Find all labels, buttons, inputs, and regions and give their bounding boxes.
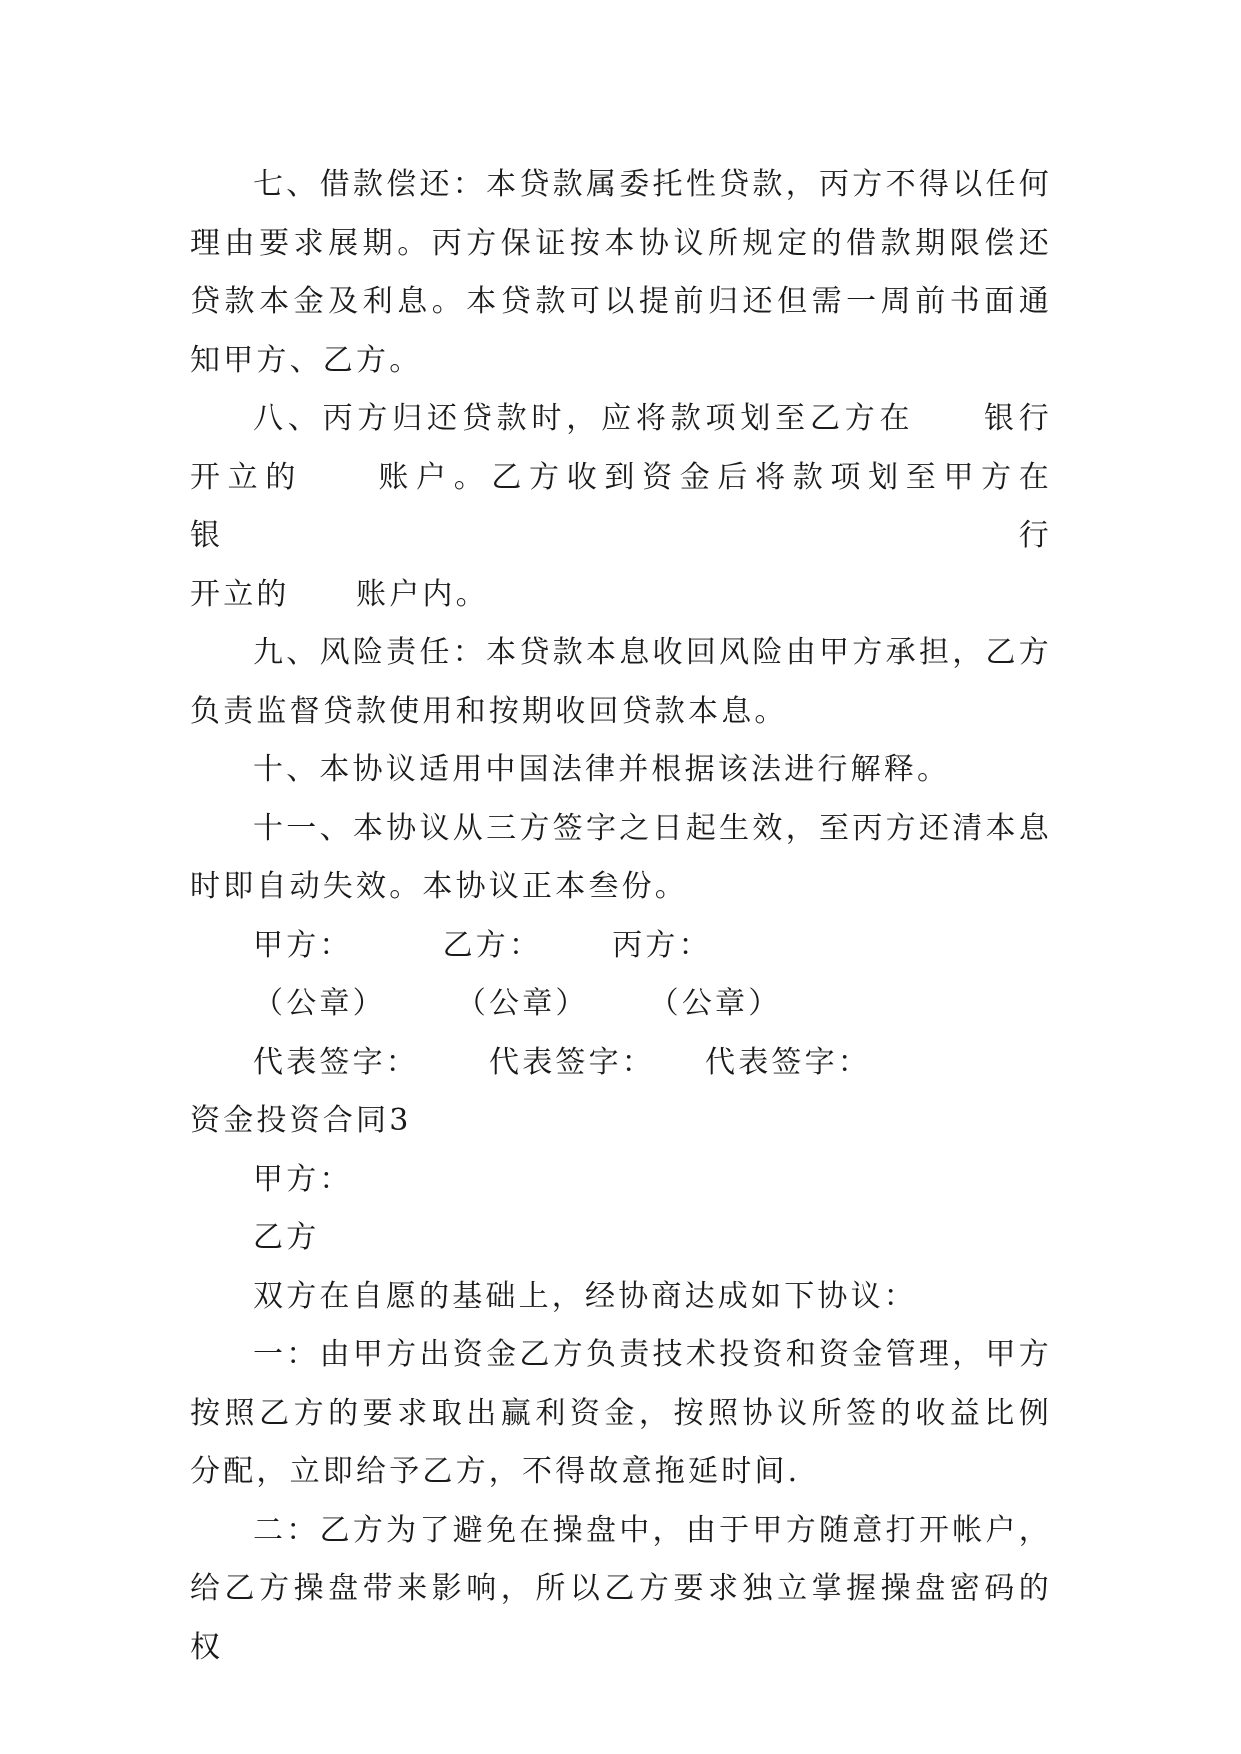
clause-7-loan-repayment: 七、借款偿还：本贷款属委托性贷款，丙方不得以任何理由要求展期。丙方保证按本协议所规定的借款期限偿还贷款本金及利息。本贷款可以提前归还但需一周前书面通知甲方、乙方。 [190,167,1052,378]
contract-3-clause-2: 二：乙方为了避免在操盘中，由于甲方随意打开帐户，给乙方操盘带来影响，所以乙方要求独立掌握操盘密码的权 [190,1512,1052,1665]
seal-a-label: （公章） [253,986,386,1021]
contract-3-clause-1: 一：由甲方出资金乙方负责技术投资和资金管理，甲方按照乙方的要求取出赢利资金，按照协议所签的收益比例分配，立即给予乙方，不得故意拖延时间. [190,1337,1052,1489]
party-c-label: 丙方： [612,927,712,963]
rep-a-label: 代表签字： [253,1044,419,1080]
document-body [190,156,1119,1677]
clause-11-effective: 十一、本协议从三方签字之日起生效，至丙方还清本息时即自动失效。本协议正本叁份。 [190,810,1052,904]
clause-9-risk: 九、风险责任：本贷款本息收回风险由甲方承担，乙方负责监督贷款使用和按期收回贷款本息。 [190,635,1052,729]
signature-seal-row [190,975,1052,1034]
contract-3-party-a: 甲方： [253,1161,353,1197]
seal-b-label: （公章） [455,986,589,1021]
seal-c-label: （公章） [648,986,782,1021]
party-a-label: 甲方： [253,927,353,963]
rep-b-label: 代表签字： [489,1044,655,1080]
clause-10-law: 十、本协议适用中国法律并根据该法进行解释。 [253,752,951,787]
signature-rep-row [190,1034,1052,1093]
contract-3-title: 资金投资合同3 [190,1103,412,1138]
clause-8-line-1: 八、丙方归还贷款时，应将款项划至乙方在 银行 [253,401,1052,436]
rep-c-label: 代表签字： [705,1044,871,1080]
party-b-label: 乙方： [442,927,543,963]
clause-8-line-2: 开立的 账户。乙方收到资金后将款项划至甲方在 银行 [190,459,1119,553]
contract-3-intro: 双方在自愿的基础上，经协商达成如下协议： [253,1278,917,1314]
signature-parties-row [190,917,1052,976]
contract-3-party-b: 乙方 [253,1220,320,1255]
clause-8-line-3: 开立的 账户内。 [190,576,489,612]
